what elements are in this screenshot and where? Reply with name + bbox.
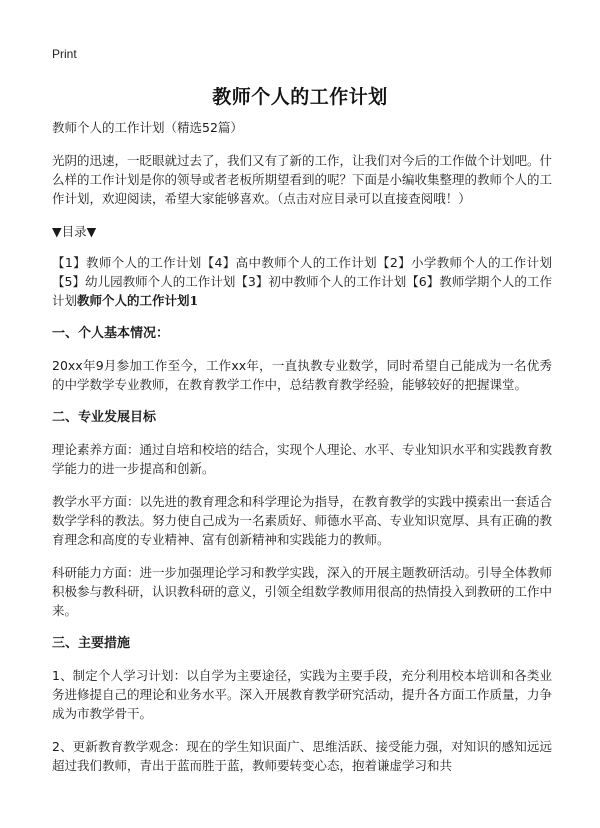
section1-heading: 一、个人基本情况： (52, 326, 170, 341)
section1-paragraph: 20xx年9月参加工作至今，工作xx年，一直执教专业数学，同时希望自己能成为一名优秀的中学数学专业教师，在教育教学工作中，总结教育教学经验，能够较好的把握课堂。 (52, 358, 552, 392)
toc-label: ▼目录▼ (52, 224, 97, 239)
section2-paragraph-1: 理论素养方面：通过自培和校培的结合，实现个人理论、水平、专业知识水平和实践教育教学能力的进一步提高和创新。 (52, 442, 553, 476)
print-label[interactable]: Print (52, 47, 77, 61)
section2-paragraph-2: 教学水平方面：以先进的教育理念和科学理论为指导，在教育教学的实践中摸索出一套适合数学学科的教法。努力使自己成为一名素质好、师德水平高、专业知识宽厚、具有正确的教育理念和高度的专业精神、富有创新精神和实践能力的教师。 (52, 494, 553, 547)
toc-current-heading: 教师个人的工作计划1 (77, 293, 199, 308)
section2-paragraph-3: 科研能力方面：进一步加强理论学习和教学实践，深入的开展主题教研活动。引导全体教师积极参与教科研，认识教科研的意义，引领全组数学教师用很高的热情投入到教研的工作中来。 (52, 565, 553, 618)
section3-paragraph-1: 1、制定个人学习计划：以自学为主要途径，实践为主要手段，充分利用校本培训和各类业务进修提自己的理论和业务水平。深入开展教育教学研究活动，提升各方面工作质量，力争成为市教学骨干。 (52, 668, 553, 721)
section3-heading: 三、主要措施 (52, 636, 131, 651)
document-title: 教师个人的工作计划 (212, 86, 388, 108)
toc-links[interactable]: 【1】教师个人的工作计划【4】高中教师个人的工作计划【2】小学教师个人的工作计划【5】幼儿园教师个人的工作计划【3】初中教师个人的工作计划【6】教师学期个人的工作计划 (52, 255, 552, 308)
toc-list (52, 253, 552, 310)
document-subtitle: 教师个人的工作计划（精选52篇） (52, 120, 243, 135)
document-body (52, 118, 552, 789)
section2-heading: 二、专业发展目标 (52, 410, 157, 425)
section3-paragraph-2: 2、更新教育教学观念：现在的学生知识面广、思维活跃、接受能力强，对知识的感知远远超过我们教师，青出于蓝而胜于蓝，教师要转变心态，抱着谦虚学习和共 (52, 739, 552, 773)
intro-paragraph: 光阴的迅速，一眨眼就过去了，我们又有了新的工作，让我们对今后的工作做个计划吧。什么样的工作计划是你的领导或者老板所期望看到的呢？下面是小编收集整理的教师个人的工作计划，欢迎阅读，希望大家能够喜欢。（点击对应目录可以直接查阅哦！） (52, 153, 553, 206)
